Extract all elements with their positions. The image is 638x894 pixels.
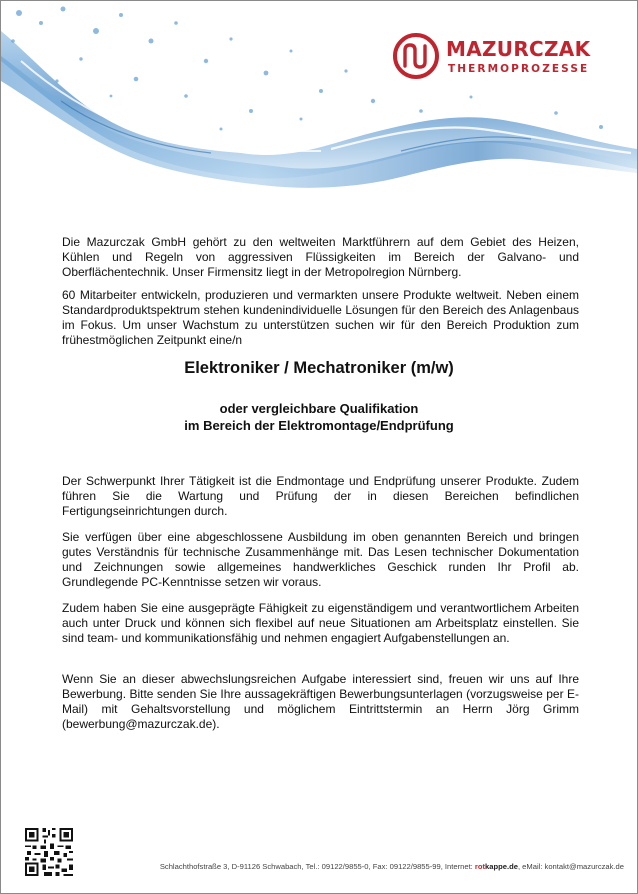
detail-paragraph-2: Sie verfügen über eine abgeschlossene Ausbildung im oben genannten Bereich und bringen gutes Verständnis für technische Zusammenhänge mit. Das Lesen technischer Dokumentation und Zeichnungen sowie allgemeines handwerkliches Geschick runden Ihr Profil ab. Grundlegende PC-Kenntnisse setzen wir voraus. <box>62 530 579 589</box>
logo-company-name: MAZURCZAK <box>446 37 591 61</box>
water-splash-image <box>1 1 637 201</box>
footer-address: Schlachthofstraße 3, D-91126 Schwabach, Tel.: 09122/9855-0, Fax: 09122/9855-99, Internet: <box>159 862 475 871</box>
detail-paragraph-1: Der Schwerpunkt Ihrer Tätigkeit ist die Endmontage und Endprüfung unserer Produkte. Zudem führen Sie die Wartung und Prüfung der in diesen Bereichen befindlichen Fertigungseinrichtungen durch. <box>62 474 579 518</box>
intro-paragraph-2: 60 Mitarbeiter entwickeln, produzieren und vermarkten unsere Produkte weltweit. Neben einem Standardproduktspektrum stehen kundenindividuelle Lösungen für den Bereich des Anlagenbaus im Fokus. Um unser Wachstum zu unterstützen suchen wir für den Bereich Produktion zum frühestmöglichen Zeitpunkt eine/n <box>62 288 579 347</box>
job-title: Elektroniker / Mechatroniker (m/w) <box>184 359 454 377</box>
intro-paragraph-1: Die Mazurczak GmbH gehört zu den weltweiten Marktführern auf dem Gebiet des Heizen, Kühlen und Regeln von aggressiven Flüssigkeiten im Bereich der Galvano- und Oberflächentechnik. Unser Firmensitz liegt in der Metropolregion Nürnberg. <box>62 235 579 279</box>
logo-mark-icon <box>392 32 440 80</box>
footer-contact <box>160 862 624 871</box>
footer-email[interactable]: , eMail: kontakt@mazurczak.de <box>517 862 624 871</box>
footer-brand-kappe[interactable]: kappe.de <box>485 862 518 871</box>
job-subtitle-line-1: oder vergleichbare Qualifikation <box>219 401 419 416</box>
job-subtitle-line-2: im Bereich der Elektromontage/Endprüfung <box>184 418 454 433</box>
detail-paragraph-4: Wenn Sie an dieser abwechslungsreichen Aufgabe interessiert sind, freuen wir uns auf Ihre Bewerbung. Bitte senden Sie Ihre aussagekräftigen Bewerbungsunterlagen (vorzugsweise per E-Mail) mit Gehaltsvorstellung und möglichem Eintrittstermin an Herrn Jörg Grimm (bewerbung@mazurczak.de). <box>62 672 579 731</box>
detail-paragraph-3: Zudem haben Sie eine ausgeprägte Fähigkeit zu eigenständigem und verantwortlichem Arbeiten auch unter Druck und können sich flexibel auf neue Situationen am Arbeitsplatz einstellen. Sie sind team- und kommunikationsfähig und nehmen engagiert Aufgabenstellungen an. <box>62 601 579 645</box>
company-logo <box>392 32 624 88</box>
logo-subtitle: THERMOPROZESSE <box>448 63 590 75</box>
job-subtitle <box>0 400 638 434</box>
qr-code-icon <box>25 828 73 876</box>
footer-brand-rot[interactable]: rot <box>474 862 486 871</box>
